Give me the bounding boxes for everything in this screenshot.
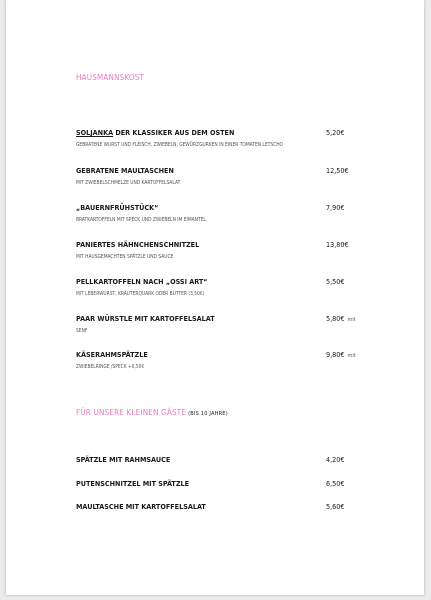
menu-item-price: 6,50€ (326, 479, 345, 488)
menu-item-price: 13,80€ (326, 240, 349, 249)
menu-item-price: 9,80€ mit (326, 350, 356, 359)
price-note: mit (347, 317, 356, 323)
menu-item-price: 5,20€ (326, 128, 345, 137)
menu-item-kaeserahmspaetzle (76, 350, 376, 370)
menu-item-desc: MIT ZWIEBELSCHMELZE UND KARTOFFELSALAT (76, 180, 181, 186)
menu-item-desc: GEBRATENE WURST UND FLEISCH, ZWIEBELN, GEWÜRZGURKEN IN EINER TOMATEN LETSCHO (76, 142, 283, 148)
menu-item-name: PUTENSCHNITZEL MIT SPÄTZLE (76, 479, 190, 488)
menu-item-name: „BAUERNFRÜHSTÜCK“ (76, 203, 159, 212)
section-title-kinder: FÜR UNSERE KLEINEN GÄSTE (BIS 10 JAHRE) (76, 408, 228, 417)
section-subtitle: (BIS 10 JAHRE) (188, 411, 228, 417)
menu-item-price: 7,90€ (326, 203, 345, 212)
menu-item-name-rest: DER KLASSIKER AUS DEM OSTEN (113, 128, 235, 137)
menu-item-name: SPÄTZLE MIT RAHMSAUCE (76, 455, 171, 464)
menu-item-desc: MIT HAUSGEMACHTEN SPÄTZLE UND SAUCE (76, 254, 174, 260)
menu-item-price: 12,50€ (326, 166, 349, 175)
menu-item-desc: ZWIEBELRINGE /SPECK +0,50€ (76, 364, 145, 370)
menu-item-price: 5,50€ (326, 277, 345, 286)
menu-item-maultasche (76, 502, 376, 511)
menu-item-name: PAAR WÜRSTLE MIT KARTOFFELSALAT (76, 314, 215, 323)
menu-item-price: 5,80€ mit (326, 314, 356, 323)
menu-item-haehnchenschnitzel (76, 240, 376, 260)
menu-item-name: GEBRATENE MAULTASCHEN (76, 166, 174, 175)
menu-item-wuerstle (76, 314, 376, 334)
section-title-hausmannskost: HAUSMANNSKOST (76, 73, 145, 82)
menu-item-bauernfruehstueck (76, 203, 376, 223)
menu-item-name: PELLKARTOFFELN NACH „OSSI ART“ (76, 277, 208, 286)
menu-item-desc: SENF (76, 328, 88, 334)
price-note: mit (347, 353, 356, 359)
menu-item-name: PANIERTES HÄHNCHENSCHNITZEL (76, 240, 200, 249)
menu-item-desc: MIT LEBERWURST, KRÄUTERQUARK ODER BUTTER (3,50€) (76, 291, 205, 297)
menu-item-maultaschen (76, 166, 376, 186)
menu-item-desc: BRATKARTOFFELN MIT SPECK UND ZWIEBELN IM EIMANTEL (76, 217, 206, 223)
menu-item-pellkartoffeln (76, 277, 376, 297)
menu-item-price: 5,60€ (326, 502, 345, 511)
menu-item-spaetzle-rahmsauce (76, 455, 376, 464)
menu-item-soljanka (76, 128, 376, 148)
menu-item-price: 4,20€ (326, 455, 345, 464)
menu-item-putenschnitzel (76, 479, 376, 488)
menu-page (6, 0, 424, 595)
menu-item-name: SOLJANKA (76, 128, 114, 137)
menu-item-name: KÄSERAHMSPÄTZLE (76, 350, 148, 359)
menu-item-name: MAULTASCHE MIT KARTOFFELSALAT (76, 502, 206, 511)
